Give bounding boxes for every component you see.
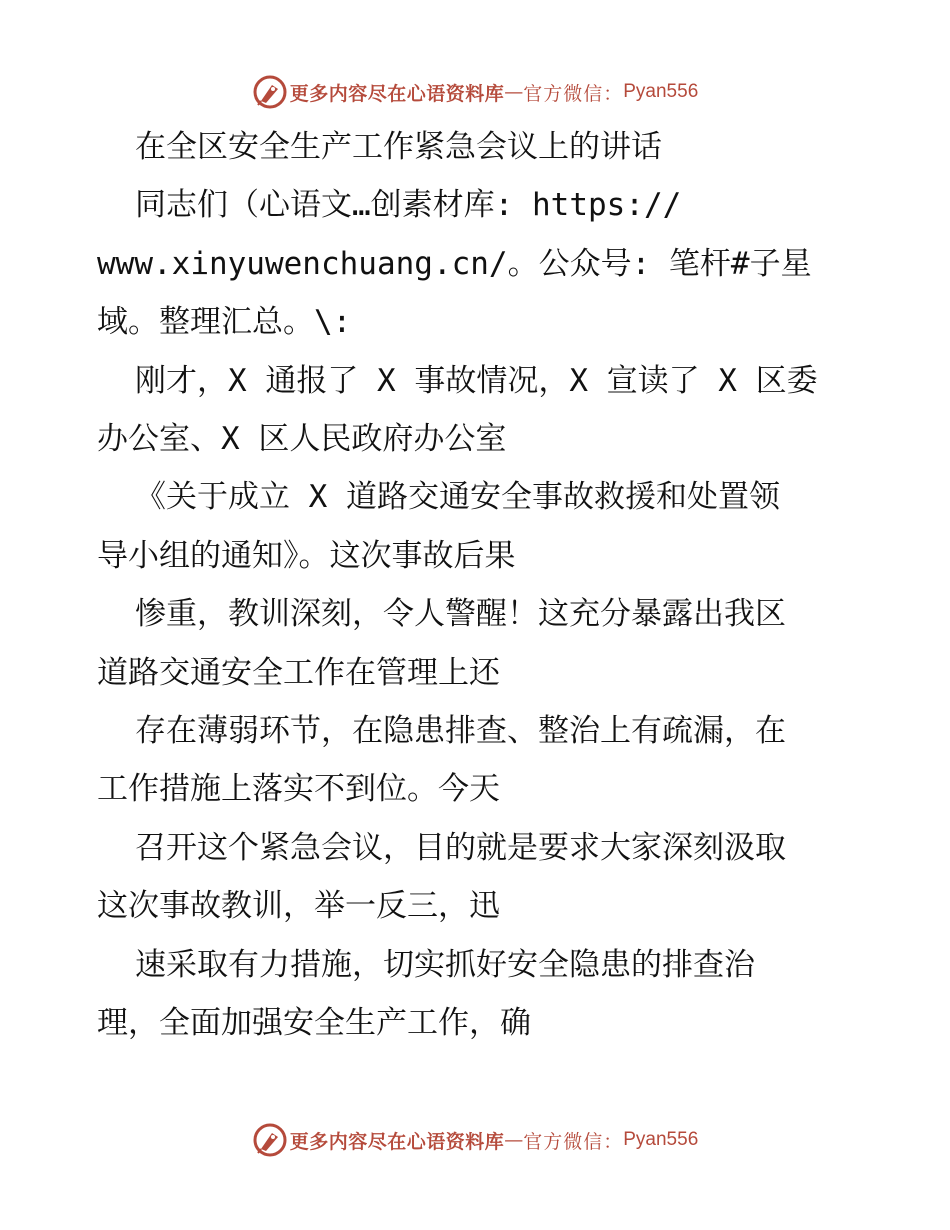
document-line: 刚才，X 通报了 X 事故情况，X 宣读了 X 区委 bbox=[135, 362, 818, 399]
document-title: 在全区安全生产工作紧急会议上的讲话 bbox=[135, 129, 662, 165]
document-line: 导小组的通知》。这次事故后果 bbox=[97, 537, 516, 574]
document-line: 域。整理汇总。\: bbox=[97, 304, 352, 341]
banner-wechat-label: 官方微信： bbox=[523, 82, 624, 105]
document-line: www.xinyuwenchuang.cn/。公众号: 笔杆#子星 bbox=[97, 245, 812, 282]
document-line: 理，全面加强安全生产工作，确 bbox=[97, 1005, 531, 1042]
document-line: 存在薄弱环节，在隐患排查、整治上有疏漏，在 bbox=[135, 713, 786, 750]
banner-separator: — bbox=[504, 81, 524, 103]
document-line: 召开这个紧急会议，目的就是要求大家深刻汲取 bbox=[135, 829, 786, 866]
banner-wechat-label: 官方微信： bbox=[523, 1130, 624, 1153]
document-line: 速采取有力措施，切实抓好安全隐患的排查治 bbox=[135, 946, 755, 983]
document-line: 惨重，教训深刻，令人警醒！这充分暴露出我区 bbox=[135, 596, 786, 633]
document-text-lines bbox=[97, 176, 857, 1052]
document-line: 办公室、X 区人民政府办公室 bbox=[97, 421, 507, 458]
document-body bbox=[97, 118, 857, 1053]
header-banner bbox=[0, 72, 950, 112]
banner-separator: — bbox=[504, 1129, 524, 1151]
footer-banner bbox=[0, 1120, 950, 1160]
document-line: 道路交通安全工作在管理上还 bbox=[97, 654, 500, 691]
banner-wechat-id: Pyan556 bbox=[623, 81, 699, 102]
banner-brand-text: 更多内容尽在心语资料库 bbox=[289, 1130, 505, 1153]
document-line: 工作措施上落实不到位。今天 bbox=[97, 771, 500, 808]
document-line: 这次事故教训，举一反三，迅 bbox=[97, 888, 500, 925]
banner-wechat-id: Pyan556 bbox=[623, 1129, 699, 1150]
document-line: 同志们（心语文…创素材库: https:// bbox=[135, 187, 682, 224]
pen-nib-logo-icon bbox=[252, 74, 288, 110]
document-line: 《关于成立 X 道路交通安全事故救援和处置领 bbox=[135, 479, 780, 516]
pen-nib-logo-icon bbox=[252, 1122, 288, 1158]
banner-brand-text: 更多内容尽在心语资料库 bbox=[289, 82, 505, 105]
